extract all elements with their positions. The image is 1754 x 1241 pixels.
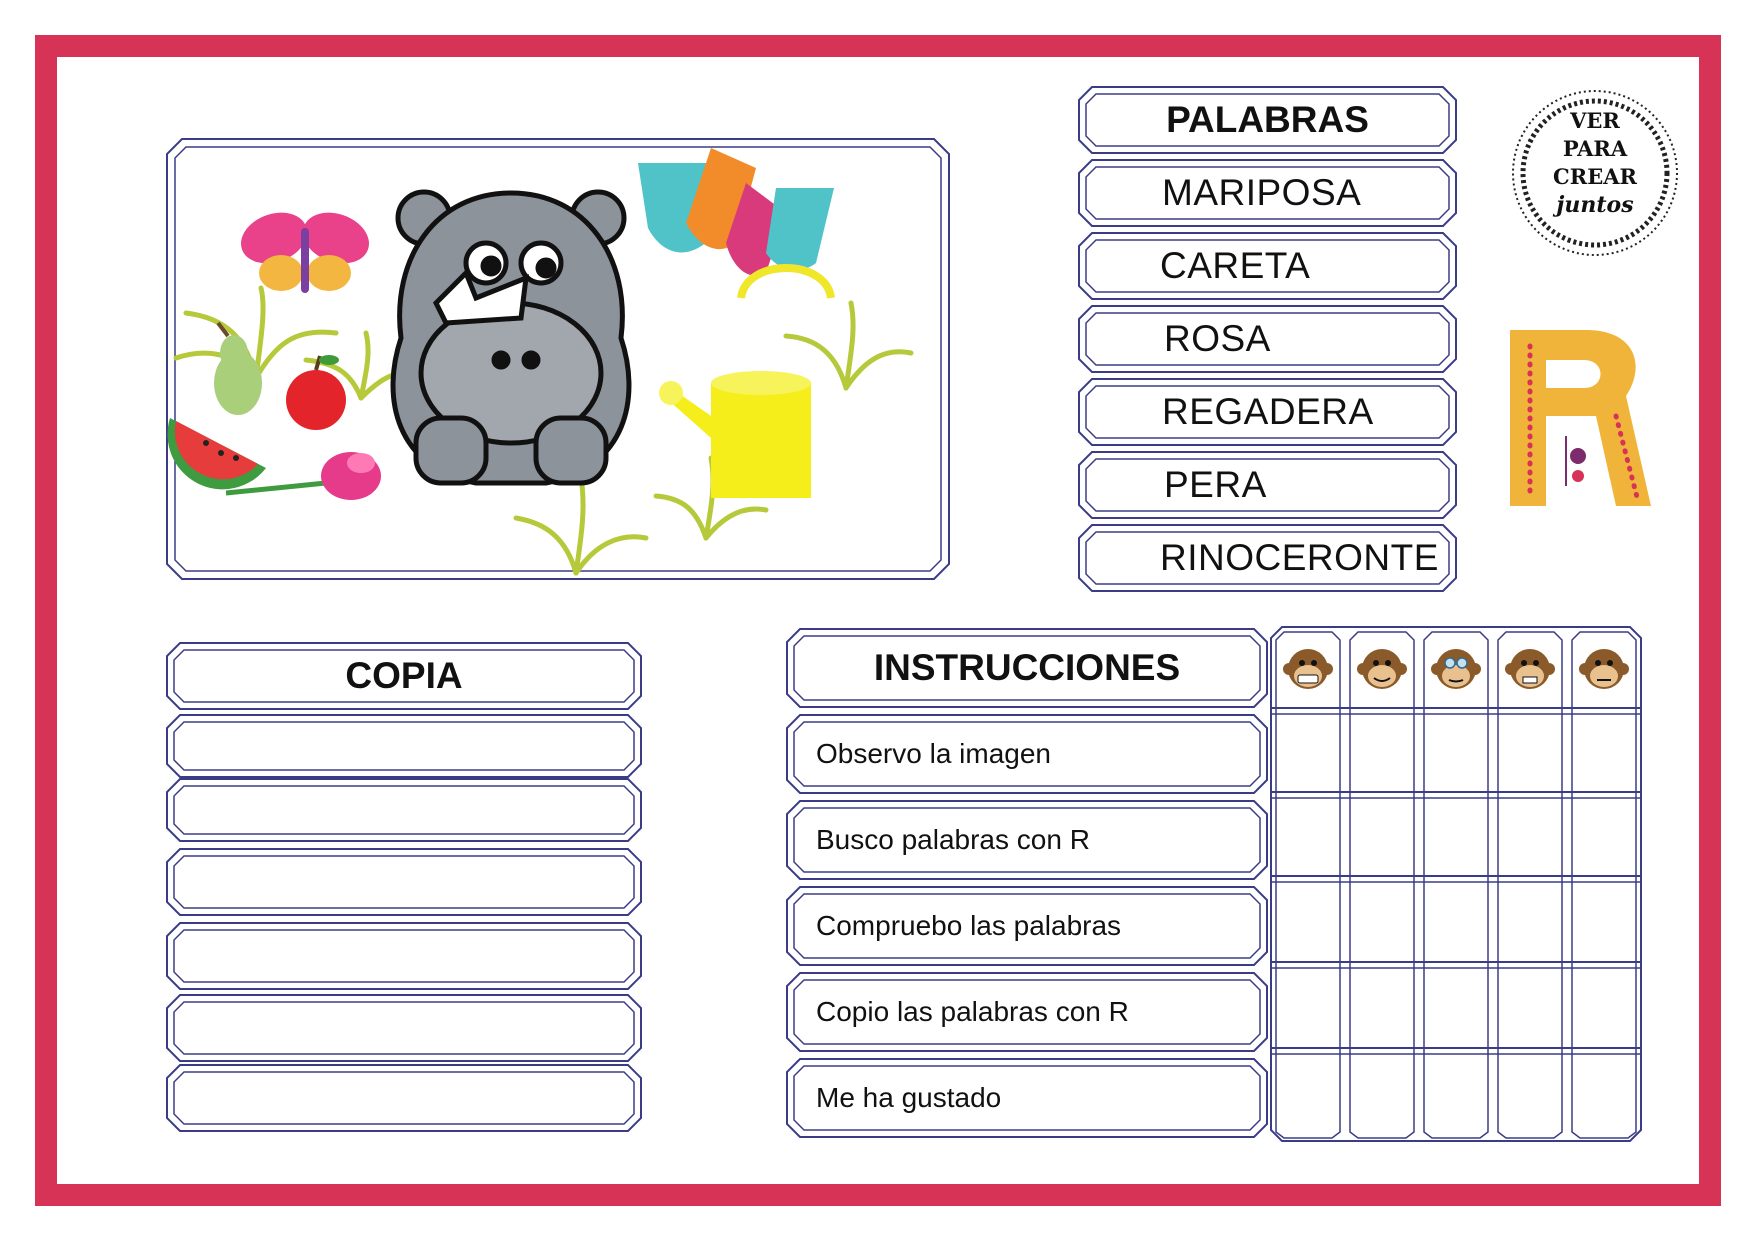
- instructions-header: [786, 628, 1268, 708]
- watering-can-icon: [659, 268, 831, 498]
- logo-line-4: juntos: [1556, 192, 1634, 218]
- word-text: ROSA: [1164, 318, 1271, 359]
- copy-line-1[interactable]: [166, 714, 642, 778]
- word-box-3: [1078, 305, 1457, 373]
- logo-line-1: VER: [1570, 108, 1620, 133]
- logo-line-2: PARA: [1562, 136, 1628, 161]
- letter-r-icon: [1506, 326, 1654, 510]
- copy-line-4[interactable]: [166, 922, 642, 990]
- monkey-neutral-icon: [1579, 645, 1629, 697]
- instruction-text: Observo la imagen: [816, 738, 1052, 769]
- pear-icon: [214, 323, 262, 415]
- word-text: REGADERA: [1162, 391, 1374, 432]
- monkey-grinning-icon: [1283, 645, 1333, 697]
- word-text: MARIPOSA: [1162, 172, 1362, 213]
- copy-title: COPIA: [345, 655, 463, 696]
- copy-line-2[interactable]: [166, 778, 642, 842]
- instruction-text: Busco palabras con R: [816, 824, 1090, 855]
- watermelon-icon: [168, 418, 266, 489]
- instruction-row-5: [786, 1058, 1268, 1138]
- instruction-text: Me ha gustado: [816, 1082, 1002, 1113]
- word-box-4: [1078, 378, 1457, 446]
- monkey-nervous-icon: [1505, 645, 1555, 697]
- instruction-row-4: [786, 972, 1268, 1052]
- instruction-row-1: [786, 714, 1268, 794]
- monkey-glasses-icon: [1431, 645, 1481, 697]
- logo: [1510, 88, 1680, 258]
- copy-line-5[interactable]: [166, 994, 642, 1062]
- theatre-masks-icon: [638, 148, 834, 276]
- word-box-2: [1078, 232, 1457, 300]
- copy-line-6[interactable]: [166, 1064, 642, 1132]
- instruction-row-2: [786, 800, 1268, 880]
- word-text: PERA: [1164, 464, 1267, 505]
- picture-illustration: [166, 138, 950, 580]
- word-box-6: [1078, 524, 1457, 592]
- instruction-text: Copio las palabras con R: [816, 996, 1129, 1027]
- instruction-text: Compruebo las palabras: [816, 910, 1122, 941]
- logo-line-3: CREAR: [1553, 164, 1637, 189]
- instruction-row-3: [786, 886, 1268, 966]
- copy-header: [166, 642, 642, 710]
- copy-line-3[interactable]: [166, 848, 642, 916]
- word-text: CARETA: [1160, 245, 1311, 286]
- words-header: [1078, 86, 1457, 154]
- word-text: RINOCERONTE: [1160, 537, 1439, 578]
- monkey-smiling-icon: [1357, 645, 1407, 697]
- words-title: PALABRAS: [1166, 99, 1369, 140]
- butterfly-icon: [234, 204, 376, 293]
- word-box-5: [1078, 451, 1457, 519]
- word-box-1: [1078, 159, 1457, 227]
- rhinoceros-icon: [393, 192, 629, 483]
- rating-grid: [1270, 626, 1642, 1142]
- instructions-title: INSTRUCCIONES: [873, 647, 1181, 688]
